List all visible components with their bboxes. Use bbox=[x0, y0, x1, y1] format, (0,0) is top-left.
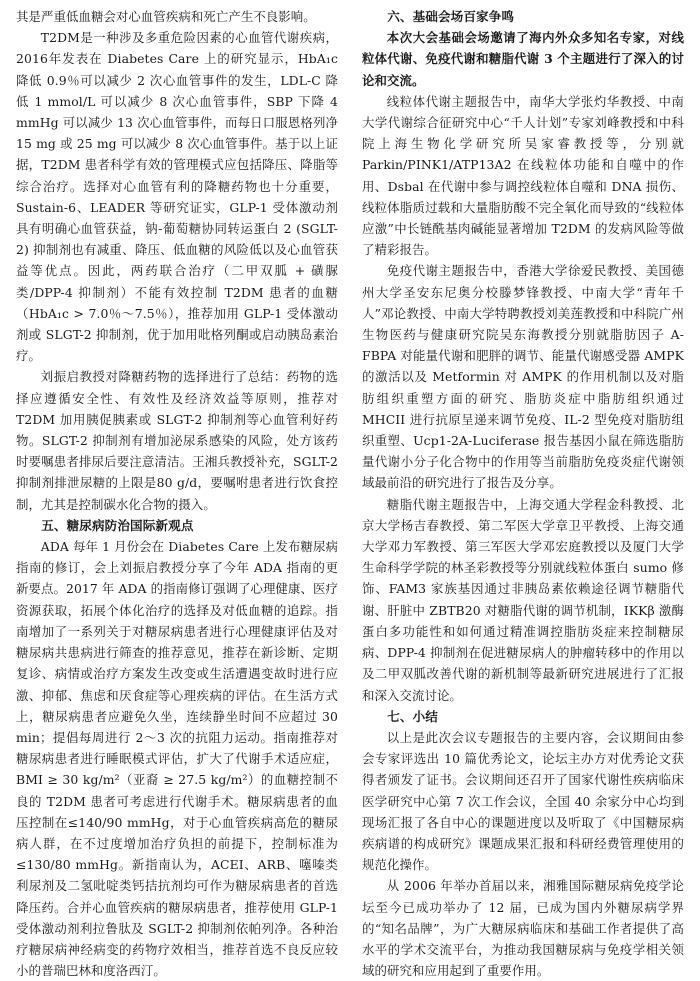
paragraph-glucolipid: 糖脂代谢主题报告中，上海交通大学程金科教授、北京大学杨吉春教授、第二军医大学章卫平教授、上海交通大学邓力军教授、第三军医大学邓宏庭教授以及厦门大学生命科学学院的林圣彩教授等分别就线粒体蛋白 sumo 修饰、FAM3 家族基因通过非胰岛素依赖途径调节糖脂代谢、肝脏中 ZBTB20 对糖脂代谢的调节机制，IKKβ 激酶蛋白多功能性和如何通过精准调控脂肪炎症来控制糖尿病、DPP-4 抑制剂在促进糖尿病人的肿瘤转移中的作用以及二甲双胍改善代谢的新机制等最新研究进展进行了汇报和深入交流讨论。 bbox=[362, 496, 684, 703]
paragraph-drug-selection: 刘振启教授对降糖药物的选择进行了总结：药物的选择应遵循安全性、有效性及经济效益等原则，推荐对 T2DM 加用胰促胰素或 SLGT-2 抑制剂等心血管利好药物。SLGT-2 抑制剂有增加泌尿系感染的风险，处方该药时要嘱患者排尿后要注意清洁。王湘兵教授补充，SGLT-2 抑制剂排泄尿糖的上限是80 g/d，要嘱咐患者进行饮食控制，尤其是控制碳水化合物的摄入。 bbox=[16, 369, 338, 512]
paragraph-forum-history: 从 2006 年举办首届以来，湘雅国际糖尿病免疫学论坛至今已成功举办了 12 届，已成为国内外糖尿病学界的“知名品牌”，为广大糖尿病临床和基础工作者提供了高水平的学术交流平台，为推动我国糖尿病与免疫学相关领域的研究和应用起到了重要作用。 bbox=[362, 878, 684, 979]
paragraph-mitochondria: 线粒体代谢主题报告中，南华大学张灼华教授、中南大学代谢综合征研究中心“千人计划”专家刘峰教授和中科院上海生物化学研究所吴家睿教授等，分别就 Parkin/PINK1/ATP13A2 在线粒体功能和自噬中的作用、Dsbal 在代谢中参与调控线粒体自噬和 DNA 损伤、线粒体脂质过载和大量脂肪酸不完全氧化而导致的“线粒体应激”中长链酰基肉碱能显著增加 T2DM 的发病风险等做了精彩报告。 bbox=[362, 93, 684, 258]
section-heading-5: 五、糖尿病防治国际新观点 bbox=[41, 517, 194, 533]
paragraph-hypoglycemia-tail: 其是严重低血糖会对心血管疾病和死亡产生不良影响。 bbox=[16, 9, 316, 24]
paragraph-ada-guideline: ADA 每年 1 月份会在 Diabetes Care 上发布糖尿病指南的修订，会上刘振启教授分享了今年 ADA 指南的更新要点。2017 年 ADA 的指南修订强调了心理健康、医疗资源获取，拓展个体化治疗的选择及对低血糖的追踪。指南增加了一系列关于对糖尿病患者进行心理健康评估及对糖尿病共患病进行筛查的推荐意见，推荐在新诊断、定期复诊、病情或治疗方案发生改变或生活遭遇变故时进行应激、抑郁、焦虑和厌食症等心理疾病的评估。在生活方式上，糖尿病患者应避免久坐，连续静坐时间不应超过 30 min；提倡每周进行 2～3 次的抗阻力运动。指南推荐对糖尿病患者进行睡眠模式评估，扩大了代谢手术适应症，BMI ≥ 30 kg/m²（亚裔 ≥ 27.5 kg/m²）的血糖控制不良的 T2DM 患者可考虑进行代谢手术。糖尿病患者的血压控制在≤140/90 mmHg，对于心血管疾病高危的糖尿病人群，在不过度增加治疗负担的前提下，控制标准为≤130/80 mmHg。新指南认为，ACEI、ARB、噻嗪类利尿剂及二氢吡啶类钙拮抗剂均可作为糖尿病患者的首选降压药。合并心血管疾病的糖尿病患者，推荐使用 GLP-1 受体激动剂利拉鲁肽及 SGLT-2 抑制剂依帕列净。各种治疗糖尿病神经病变的药物疗效相当，推荐首选不良反应较小的普瑞巴林和度洛西汀。 bbox=[16, 539, 338, 979]
left-column bbox=[16, 6, 338, 979]
paragraph-summary: 以上是此次会议专题报告的主要内容，会议期间由参会专家评选出 10 篇优秀论文，论坛主办方对优秀论文获得者颁发了证书。会议期间还召开了国家代谢性疾病临床医学研究中心第 7 次工作会议，全国 40 余家分中心均到现场汇报了各自中心的课题进度以及听取了《中国糖尿病疾病谱的构成研究》课题成果汇报和科研经费管理使用的规范化操作。 bbox=[362, 729, 684, 873]
paragraph-t2dm-risk: T2DM是一种涉及多重危险因素的心血管代谢疾病，2016年发表在 Diabetes Care 上的研究显示，HbA₁c 降低 0.9％可以减少 2 次心血管事件的发生，LDL-C 降低 1 mmol/L 可以减少 8 次心血管事件，SBP 下降 4 mmHg 可以减少 13 次心血管事件，而每日口服恩格列净 15 mg 或 25 mg 可以减少 8 次心血管事件。基于以上证据，T2DM 患者科学有效的管理模式应包括降压、降脂等综合治疗。选择对心血管有利的降糖药物也十分重要，Sustain-6、LEADER 等研究证实，GLP-1 受体激动剂具有明确心血管获益，钠-葡萄糖协同转运蛋白 2 (SGLT-2) 抑制剂也有减重、降压、低血糖的风险低以及心血管获益等优点。因此，两药联合治疗（二甲双胍 + 磺脲类/DPP-4 抑制剂）不能有效控制 T2DM 患者的血糖（HbA₁c > 7.0％～7.5％），推荐加用 GLP-1 受体激动剂或 SLGT-2 抑制剂，优于加用吡格列酮或启动胰岛素治疗。 bbox=[16, 30, 338, 364]
paragraph-basic-session: 本次大会基础会场邀请了海内外众多知名专家，对线粒体代谢、免疫代谢和糖脂代谢 3 个主题进行了深入的讨论和交流。 bbox=[362, 30, 684, 88]
paragraph-immunometabolism: 免疫代谢主题报告中，香港大学徐爱民教授、美国德州大学圣安东尼奥分校滕梦锋教授、中南大学“青年千人”邓论教授、中南大学特聘教授刘美莲教授和中科院广州生物医药与健康研究院吴东海教授分别就脂肪因子 A-FBPA 对能量代谢和肥胖的调节、能量代谢感受器 AMPK 的激活以及 Metformin 对 AMPK 的作用机制以及对脂肪组织重塑方面的研究、脂肪炎症中脂肪组织通过 MHCII 进行抗原呈递来调节免疫、IL-2 型免疫对脂肪组织重塑、Ucp1-2A-Luciferase 报告基因小鼠在筛选脂肪量代谢小分子化合物中的作用等当前脂肪免疫炎症代谢领域最前沿的研究进行了报告及分享。 bbox=[362, 263, 684, 491]
section-heading-6: 六、基础会场百家争鸣 bbox=[387, 9, 515, 24]
section-heading-7: 七、小结 bbox=[387, 708, 438, 724]
right-column bbox=[362, 6, 684, 979]
